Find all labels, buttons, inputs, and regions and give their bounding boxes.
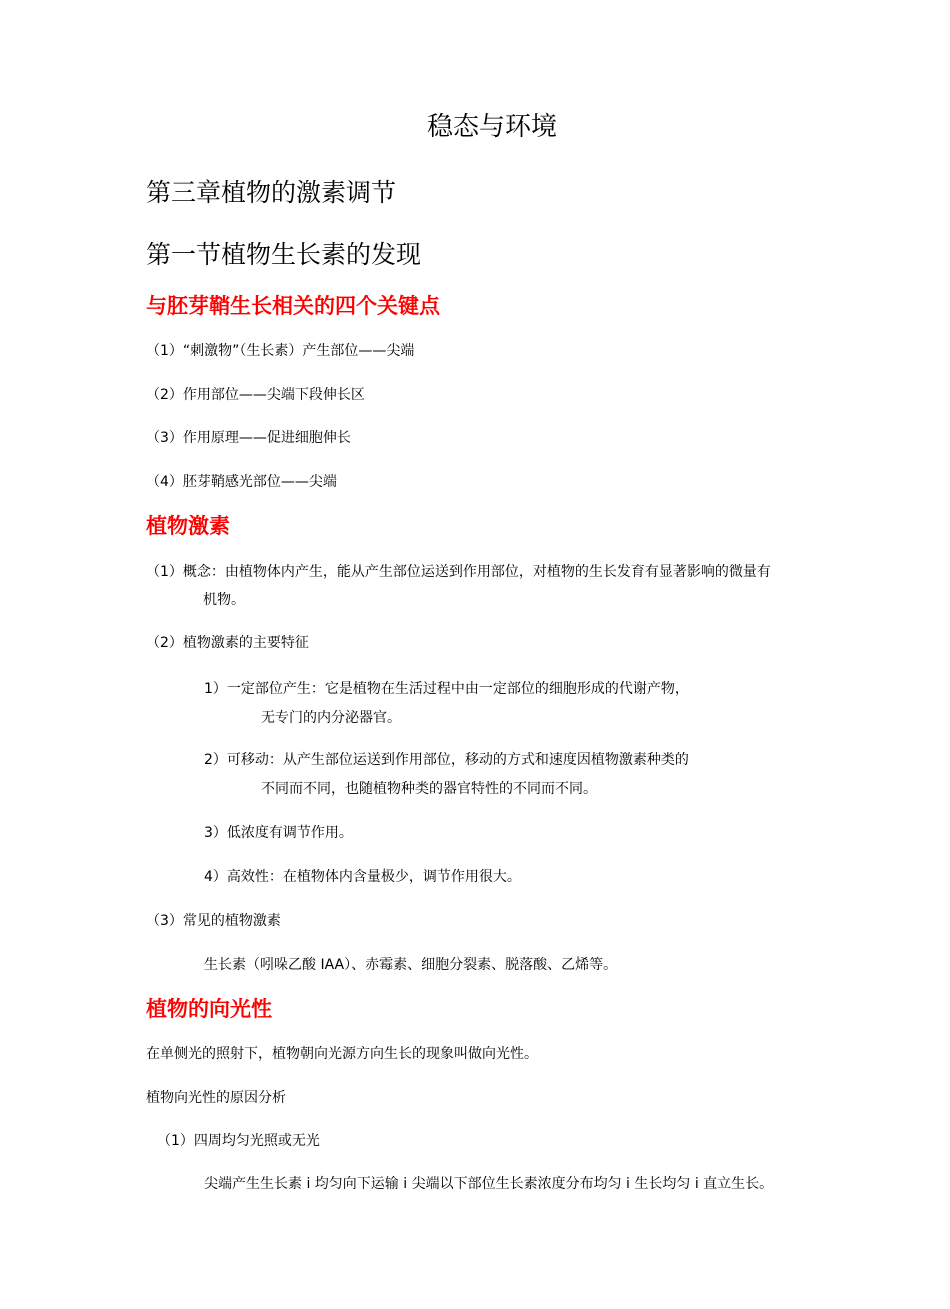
phototropism-definition: 在单侧光的照射下，植物朝向光源方向生长的现象叫做向光性。 [146, 1046, 538, 1062]
key-points-heading: 与胚芽鞘生长相关的四个关键点 [146, 294, 440, 318]
chapter-heading: 第三章植物的激素调节 [146, 178, 397, 207]
phototropism-heading: 植物的向光性 [146, 997, 272, 1021]
key-point-item: （2）作用部位——尖端下段伸长区 [146, 387, 365, 403]
concept-line-1: （1）概念：由植物体内产生，能从产生部位运送到作用部位，对植物的生长发育有显著影响的微量有 [146, 564, 771, 580]
key-point-item: （1）“刺激物”（生长素）产生部位——尖端 [146, 343, 415, 359]
feature-1-line-1: 1）一定部位产生：它是植物在生活过程中由一定部位的细胞形成的代谢产物， [204, 681, 689, 697]
key-point-item: （3）作用原理——促进细胞伸长 [146, 430, 351, 446]
key-point-item: （4）胚芽鞘感光部位——尖端 [146, 474, 337, 490]
feature-1-line-2: 无专门的内分泌器官。 [261, 710, 401, 726]
phototropism-analysis: 植物向光性的原因分析 [146, 1090, 286, 1106]
feature-2-line-1: 2）可移动：从产生部位运送到作用部位，移动的方式和速度因植物激素种类的 [204, 752, 689, 768]
common-hormones-detail: 生长素（吲哚乙酸 IAA）、赤霉素、细胞分裂素、脱落酸、乙烯等。 [204, 957, 618, 973]
uniform-light-case: （1）四周均匀光照或无光 [157, 1133, 320, 1149]
section-heading: 第一节植物生长素的发现 [146, 240, 422, 269]
feature-4: 4）高效性：在植物体内含量极少，调节作用很大。 [204, 869, 521, 885]
uniform-light-detail: 尖端产生生长素 i 均匀向下运输 i 尖端以下部位生长素浓度分布均匀 i 生长均匀 i 直立生长。 [204, 1176, 774, 1192]
plant-hormone-heading: 植物激素 [146, 514, 230, 538]
feature-2-line-2: 不同而不同，也随植物种类的器官特性的不同而不同。 [261, 781, 597, 797]
common-hormones-item: （3）常见的植物激素 [146, 913, 281, 929]
features-item: （2）植物激素的主要特征 [146, 635, 309, 651]
concept-line-2: 机物。 [203, 592, 245, 608]
feature-3: 3）低浓度有调节作用。 [204, 825, 353, 841]
document-title: 稳态与环境 [427, 112, 558, 142]
